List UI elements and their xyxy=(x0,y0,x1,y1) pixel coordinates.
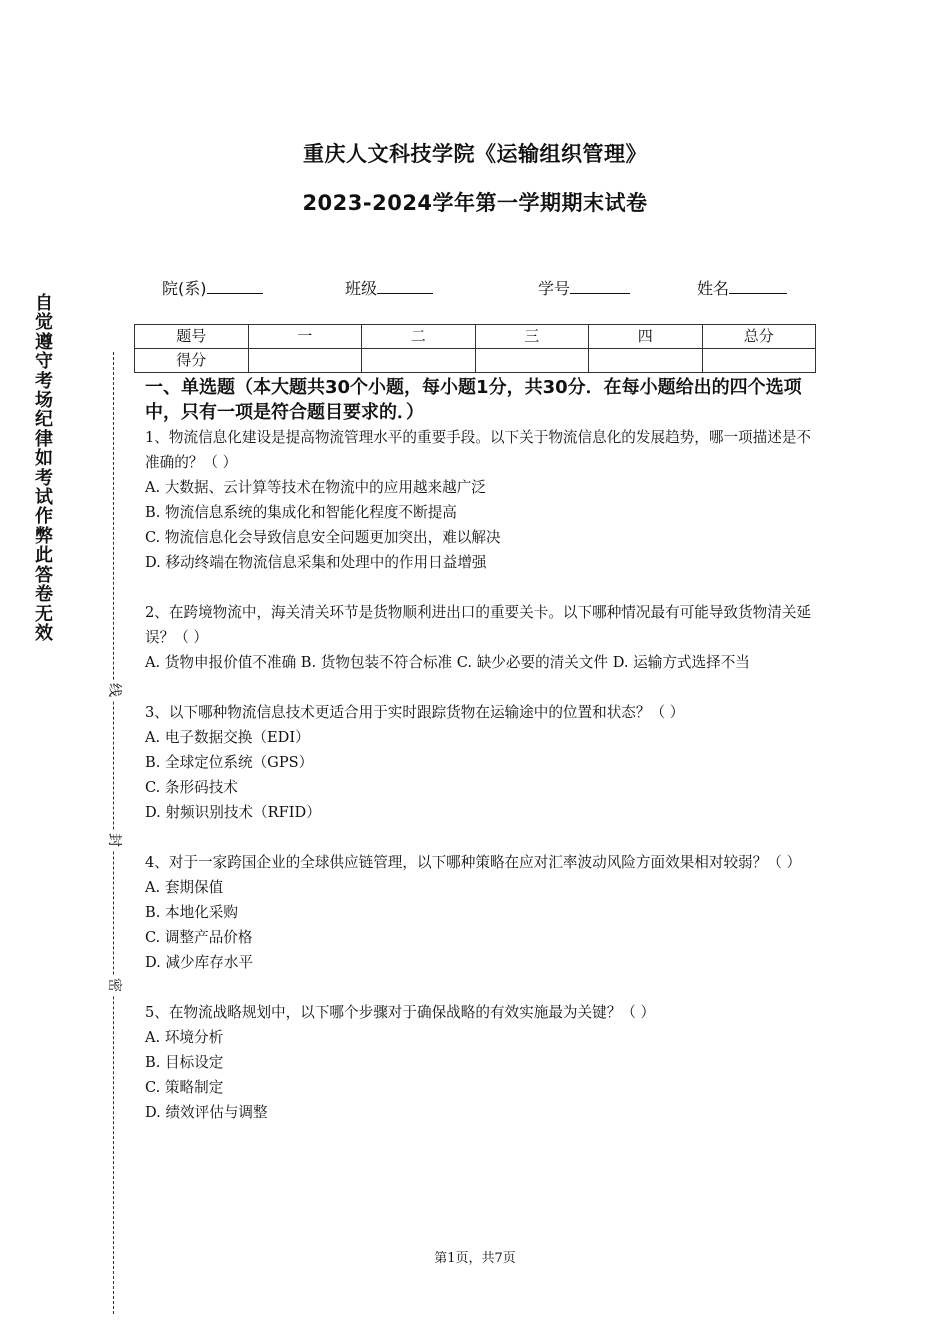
option-b[interactable]: B. 目标设定 xyxy=(145,1054,224,1071)
option-a[interactable]: A. 电子数据交换（EDI） xyxy=(145,729,310,746)
question-3 xyxy=(145,700,813,825)
exam-title-line1: 重庆人文科技学院《运输组织管理》 xyxy=(303,142,647,166)
seal-mark-line: 线 xyxy=(104,680,124,700)
student-id-field xyxy=(538,276,630,299)
student-id-blank[interactable] xyxy=(570,277,630,294)
page-footer: 第1页，共7页 xyxy=(434,1251,516,1266)
name-field xyxy=(697,276,787,299)
option-d[interactable]: D. 移动终端在物流信息采集和处理中的作用日益增强 xyxy=(145,554,487,571)
question-stem: 3、以下哪种物流信息技术更适合用于实时跟踪货物在运输途中的位置和状态？（ ） xyxy=(145,704,685,721)
score-cell[interactable] xyxy=(589,349,703,373)
option-c[interactable]: C. 物流信息化会导致信息安全问题更加突出，难以解决 xyxy=(145,529,501,546)
option-c[interactable]: C. 调整产品价格 xyxy=(145,929,253,946)
question-stem: 1、物流信息化建设是提高物流管理水平的重要手段。以下关于物流信息化的发展趋势，哪一项描述是不准确的？（ ） xyxy=(145,429,812,471)
student-id-label: 学号 xyxy=(538,279,571,298)
option-c[interactable]: C. 策略制定 xyxy=(145,1079,224,1096)
class-label: 班级 xyxy=(345,279,378,298)
score-header-cell: 四 xyxy=(589,325,703,349)
question-2 xyxy=(145,600,813,675)
question-stem: 5、在物流战略规划中，以下哪个步骤对于确保战略的有效实施最为关键？（ ） xyxy=(145,1004,656,1021)
question-stem: 2、在跨境物流中，海关清关环节是货物顺利进出口的重要关卡。以下哪种情况最有可能导致货物清关延误？（ ） xyxy=(145,604,812,646)
score-cell[interactable] xyxy=(248,349,362,373)
option-d[interactable]: D. 减少库存水平 xyxy=(145,954,254,971)
option-a[interactable]: A. 套期保值 xyxy=(145,879,224,896)
name-blank[interactable] xyxy=(729,277,787,294)
class-blank[interactable] xyxy=(377,277,433,294)
score-header-cell: 总分 xyxy=(702,325,816,349)
side-notice: 自觉遵守考场纪律如考试作弊此答卷无效 xyxy=(35,293,53,644)
score-row-label: 得分 xyxy=(135,349,249,373)
score-cell[interactable] xyxy=(702,349,816,373)
option-b[interactable]: B. 物流信息系统的集成化和智能化程度不断提高 xyxy=(145,504,457,521)
option-c[interactable]: C. 条形码技术 xyxy=(145,779,238,796)
options-inline[interactable]: A. 货物申报价值不准确 B. 货物包装不符合标准 C. 缺少必要的清关文件 D. 运输方式选择不当 xyxy=(145,654,750,671)
option-a[interactable]: A. 大数据、云计算等技术在物流中的应用越来越广泛 xyxy=(145,479,486,496)
score-header-cell: 一 xyxy=(248,325,362,349)
question-stem: 4、对于一家跨国企业的全球供应链管理，以下哪种策略在应对汇率波动风险方面效果相对较弱？（ ） xyxy=(145,854,802,871)
question-4 xyxy=(145,850,813,975)
score-header-cell: 三 xyxy=(475,325,589,349)
name-label: 姓名 xyxy=(697,279,730,298)
department-field xyxy=(162,276,263,299)
question-5 xyxy=(145,1000,813,1125)
score-table-score-row xyxy=(135,349,816,373)
seal-mark-seal: 封 xyxy=(104,830,124,850)
seal-mark-secret: 密 xyxy=(104,975,124,995)
department-blank[interactable] xyxy=(207,277,263,294)
section-title: 一、单选题（本大题共30个小题，每小题1分，共30分．在每小题给出的四个选项中，只有一项是符合题目要求的．） xyxy=(145,377,802,423)
option-b[interactable]: B. 全球定位系统（GPS） xyxy=(145,754,314,771)
score-table xyxy=(134,324,816,373)
questions-list xyxy=(145,425,813,1150)
department-label: 院(系) xyxy=(162,279,207,298)
option-d[interactable]: D. 射频识别技术（RFID） xyxy=(145,804,321,821)
option-d[interactable]: D. 绩效评估与调整 xyxy=(145,1104,268,1121)
option-b[interactable]: B. 本地化采购 xyxy=(145,904,238,921)
score-cell[interactable] xyxy=(362,349,476,373)
option-a[interactable]: A. 环境分析 xyxy=(145,1029,224,1046)
score-header-cell: 题号 xyxy=(135,325,249,349)
score-cell[interactable] xyxy=(475,349,589,373)
score-table-header-row xyxy=(135,325,816,349)
exam-title-line2: 2023-2024学年第一学期期末试卷 xyxy=(302,191,648,215)
class-field xyxy=(345,276,433,299)
score-header-cell: 二 xyxy=(362,325,476,349)
question-1 xyxy=(145,425,813,575)
